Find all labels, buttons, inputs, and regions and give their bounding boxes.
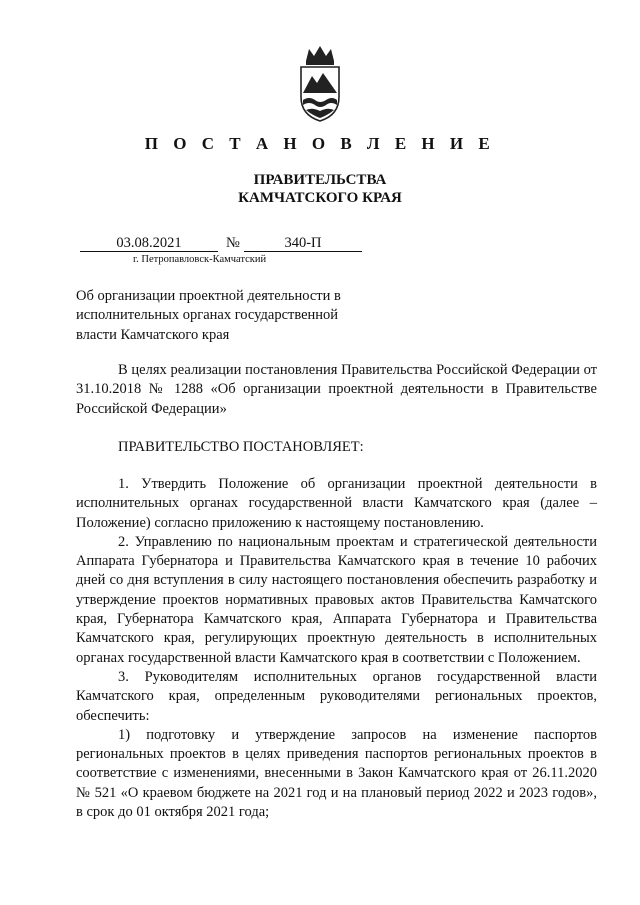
document-type-title: П О С Т А Н О В Л Е Н И Е [144, 134, 496, 153]
number-sign: № [226, 235, 240, 251]
kamchatka-coat-of-arms-icon [298, 45, 342, 123]
document-subject: Об организации проектной деятельности в исполнительных органах государственной власти Камчатского края [76, 288, 341, 343]
paragraph-3: 3. Руководителям исполнительных органов государственной власти Камчатского края, определенным руководителями региональных проектов, обеспечить: [76, 668, 597, 724]
resolution-heading-block [76, 438, 597, 457]
preamble [76, 361, 597, 419]
issuer-line-2: КАМЧАТСКОГО КРАЯ [238, 190, 402, 206]
issuer-line-1: ПРАВИТЕЛЬСТВА [253, 172, 387, 188]
paragraph-3-1: 1) подготовку и утверждение запросов на изменение паспортов региональных проектов в целях приведения паспортов региональных проектов в соответствие с изменениями, внесенными в Закон Камчатского края от 26.11.2020 № 521 «О краевом бюджете на 2021 год и на плановый период 2022 и 2023 годов», в срок до 01 октября 2021 года; [76, 726, 597, 821]
resolution-heading: ПРАВИТЕЛЬСТВО ПОСТАНОВЛЯЕТ: [118, 439, 364, 455]
city-name: г. Петропавловск-Камчатский [133, 254, 267, 265]
document-date: 03.08.2021 [80, 235, 218, 252]
preamble-text: В целях реализации постановления Правительства Российской Федерации от 31.10.2018 № 1288 «Об организации проектной деятельности в Правительстве Российской Федерации» [76, 362, 597, 417]
paragraph-2: 2. Управлению по национальным проектам и стратегической деятельности Аппарата Губернатора и Правительства Камчатского края в течение 10 рабочих дней со дня вступления в силу настоящего постановления обеспечить разработку и утверждение проектов нормативных правовых актов Правительства Камчатского края, Губернатора Камчатского края, Аппарата Губернатора и Правительства Камчатского края, регулирующих проектную деятельность в исполнительных органах государственной власти Камчатского края в соответствии с Положением. [76, 533, 597, 666]
document-number: 340-П [244, 235, 362, 252]
paragraph-1: 1. Утвердить Положение об организации проектной деятельности в исполнительных органах государственной власти Камчатского края (далее – Положение) согласно приложению к настоящему постановлению. [76, 476, 597, 531]
document-body [76, 475, 597, 822]
